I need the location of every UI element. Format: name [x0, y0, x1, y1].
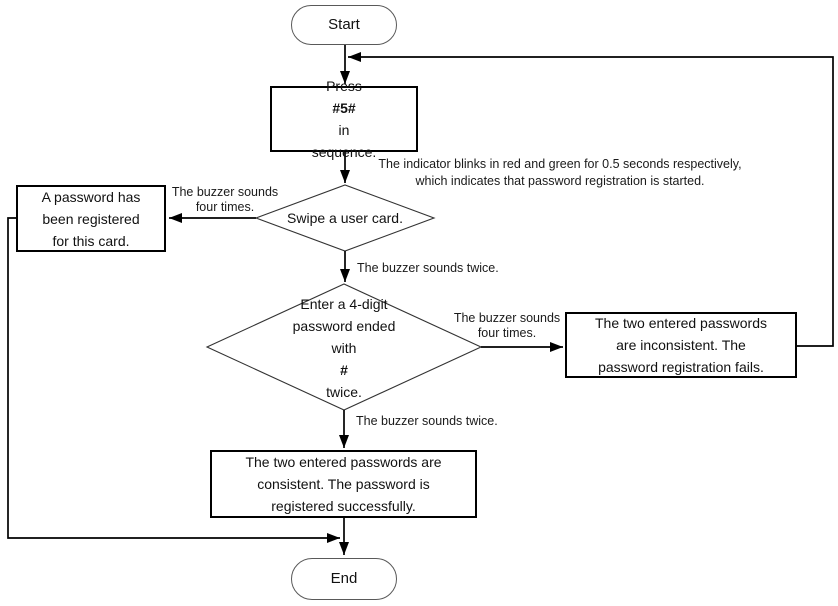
press-text-pre: Press: [326, 78, 362, 94]
press-text-post: in: [338, 122, 350, 138]
node-password-already-registered: [16, 185, 166, 252]
edge-inconsistent-loop-to-top: [348, 57, 833, 346]
consistent-line2: consistent. The password is: [257, 476, 430, 492]
buzzer-twice-top-text: The buzzer sounds twice.: [357, 261, 499, 275]
inconsistent-line2: are inconsistent. The: [616, 337, 746, 353]
node-passwords-consistent: [210, 450, 477, 518]
press-text-bold: #5#: [332, 100, 356, 116]
node-passwords-inconsistent: [565, 312, 797, 378]
consistent-line1: The two entered passwords are: [245, 454, 442, 470]
node-press-text: [312, 75, 377, 163]
indicator-line1: The indicator blinks in red and green for 0.5 seconds respectively,: [378, 157, 742, 171]
passwords-consistent-text: [245, 451, 441, 517]
enter-password-line3-bold: #: [340, 362, 348, 378]
press-text-line2: sequence.: [311, 144, 377, 160]
indicator-line2: which indicates that password registration is started.: [415, 174, 705, 188]
inconsistent-line1: The two entered passwords: [595, 315, 767, 331]
consistent-line3: registered successfully.: [271, 498, 416, 514]
node-start: [291, 5, 397, 45]
node-enter-password-label: [254, 296, 434, 400]
node-swipe-card-label: [259, 207, 431, 229]
registered-line3: for this card.: [52, 232, 130, 249]
node-end-label: End: [330, 570, 358, 587]
label-buzzer-twice-top: [357, 261, 499, 276]
swipe-card-text: Swipe a user card.: [287, 210, 403, 226]
buzzer-twice-bottom-text: The buzzer sounds twice.: [356, 414, 498, 428]
node-press-5-in-sequence: [270, 78, 418, 160]
passwords-inconsistent-text: [595, 312, 767, 378]
buzzer-four-right-line2: four times.: [477, 326, 537, 340]
buzzer-four-left-line1: The buzzer sounds: [171, 185, 279, 199]
inconsistent-line3: password registration fails.: [598, 359, 764, 375]
buzzer-four-right-line1: The buzzer sounds: [453, 311, 561, 325]
registered-line2: been registered: [42, 210, 140, 227]
registered-line1: A password has: [41, 188, 141, 205]
buzzer-four-left-line2: four times.: [195, 200, 255, 214]
node-end: [291, 558, 397, 600]
label-indicator-blinks: [352, 156, 768, 190]
label-buzzer-twice-bottom: [356, 414, 498, 429]
label-buzzer-four-times-left: [166, 185, 284, 215]
node-start-label: Start: [328, 16, 360, 33]
enter-password-text: [293, 293, 396, 403]
label-buzzer-four-times-right: [448, 311, 566, 341]
enter-password-line2: password ended: [292, 318, 396, 334]
enter-password-line3-post: twice.: [326, 384, 362, 400]
enter-password-line1: Enter a 4-digit: [300, 296, 388, 312]
password-registered-text: [42, 186, 141, 252]
enter-password-line3-pre: with: [331, 340, 357, 356]
